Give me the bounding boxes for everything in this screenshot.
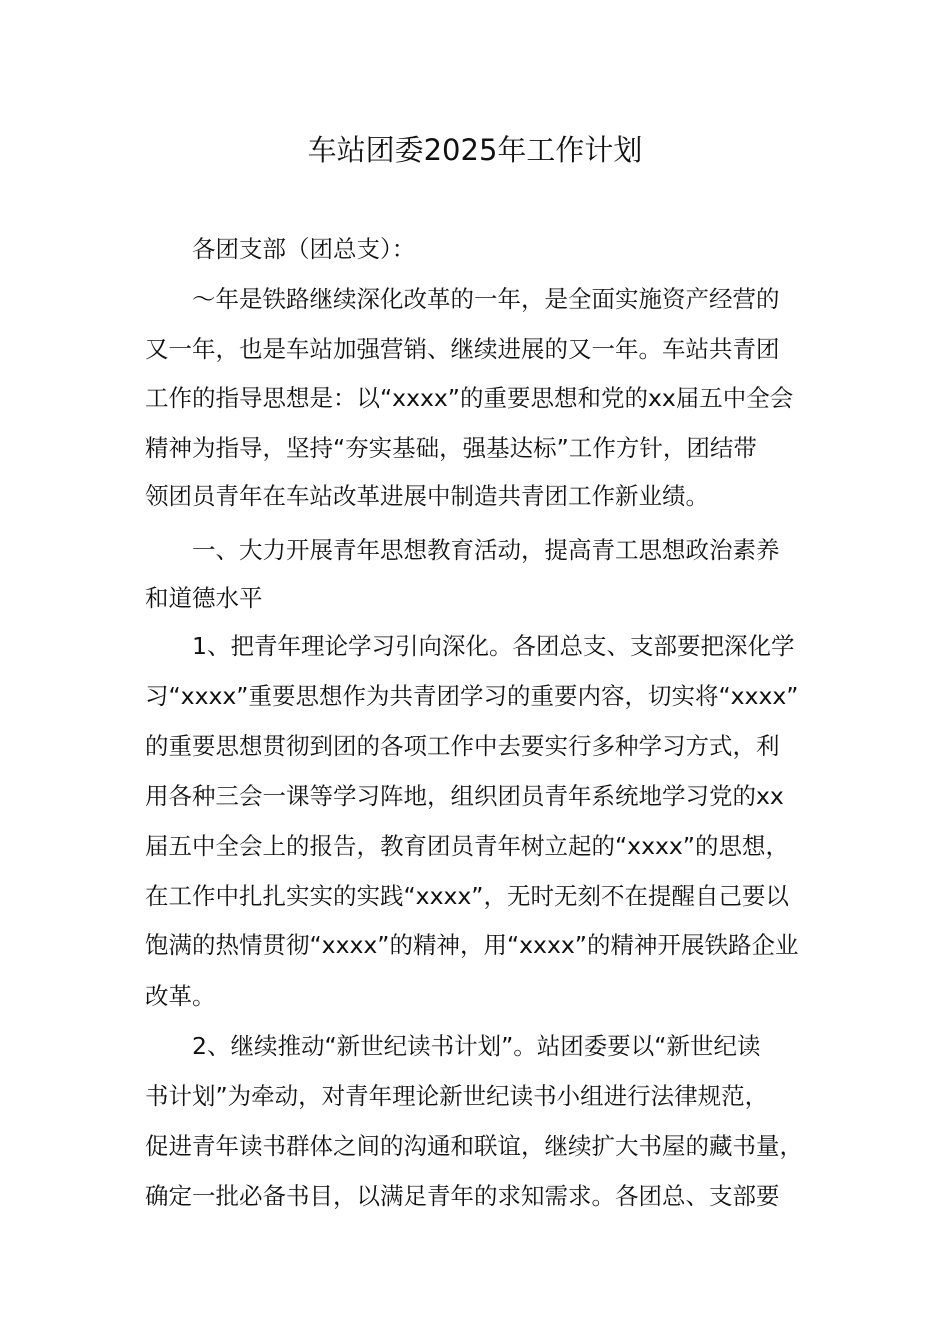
- paragraph-line: 精神为指导，坚持“夯实基础，强基达标”工作方针，团结带: [145, 434, 757, 462]
- paragraph-line: 书计划”为牵动，对青年理论新世纪读书小组进行法律规范，: [145, 1082, 769, 1110]
- salutation-line: 各团支部（团总支）：: [192, 235, 416, 263]
- paragraph-line: 促进青年读书群体之间的沟通和联谊，继续扩大书屋的藏书量，: [145, 1132, 803, 1160]
- paragraph-line: 用各种三会一课等学习阵地，组织团员青年系统地学习党的xx: [145, 782, 784, 810]
- paragraph-line: 改革。: [145, 982, 216, 1010]
- document-title: 车站团委2025年工作计划: [307, 133, 643, 167]
- paragraph-line: 领团员青年在车站改革进展中制造共青团工作新业绩。: [145, 482, 709, 510]
- paragraph-line: 在工作中扎扎实实的实践“xxxx”，无时无刻不在提醒自己要以: [145, 882, 789, 910]
- section-heading-line: 和道德水平: [145, 584, 263, 612]
- paragraph-line: 又一年，也是车站加强营销、继续进展的又一年。车站共青团: [145, 335, 780, 363]
- paragraph-line: 饱满的热情贯彻“xxxx”的精神，用“xxxx”的精神开展铁路企业: [145, 931, 799, 959]
- paragraph-line: 1、把青年理论学习引向深化。各团总支、支部要把深化学: [192, 632, 795, 660]
- paragraph-line: 习“xxxx”重要思想作为共青团学习的重要内容，切实将“xxxx”: [145, 682, 799, 710]
- paragraph-line: 届五中全会上的报告，教育团员青年树立起的“xxxx”的思想，: [145, 832, 789, 860]
- section-heading-line: 一、大力开展青年思想教育活动，提高青工思想政治素养: [192, 536, 780, 564]
- paragraph-line: 2、继续推动“新世纪读书计划”。站团委要以“新世纪读: [192, 1032, 761, 1060]
- paragraph-line: 的重要思想贯彻到团的各项工作中去要实行多种学习方式，利: [145, 732, 780, 760]
- paragraph-line: 工作的指导思想是：以“xxxx”的重要思想和党的xx届五中全会: [145, 384, 794, 412]
- paragraph-line: 确定一批必备书目，以满足青年的求知需求。各团总、支部要: [145, 1182, 780, 1210]
- paragraph-line: ～年是铁路继续深化改革的一年，是全面实施资产经营的: [192, 285, 780, 313]
